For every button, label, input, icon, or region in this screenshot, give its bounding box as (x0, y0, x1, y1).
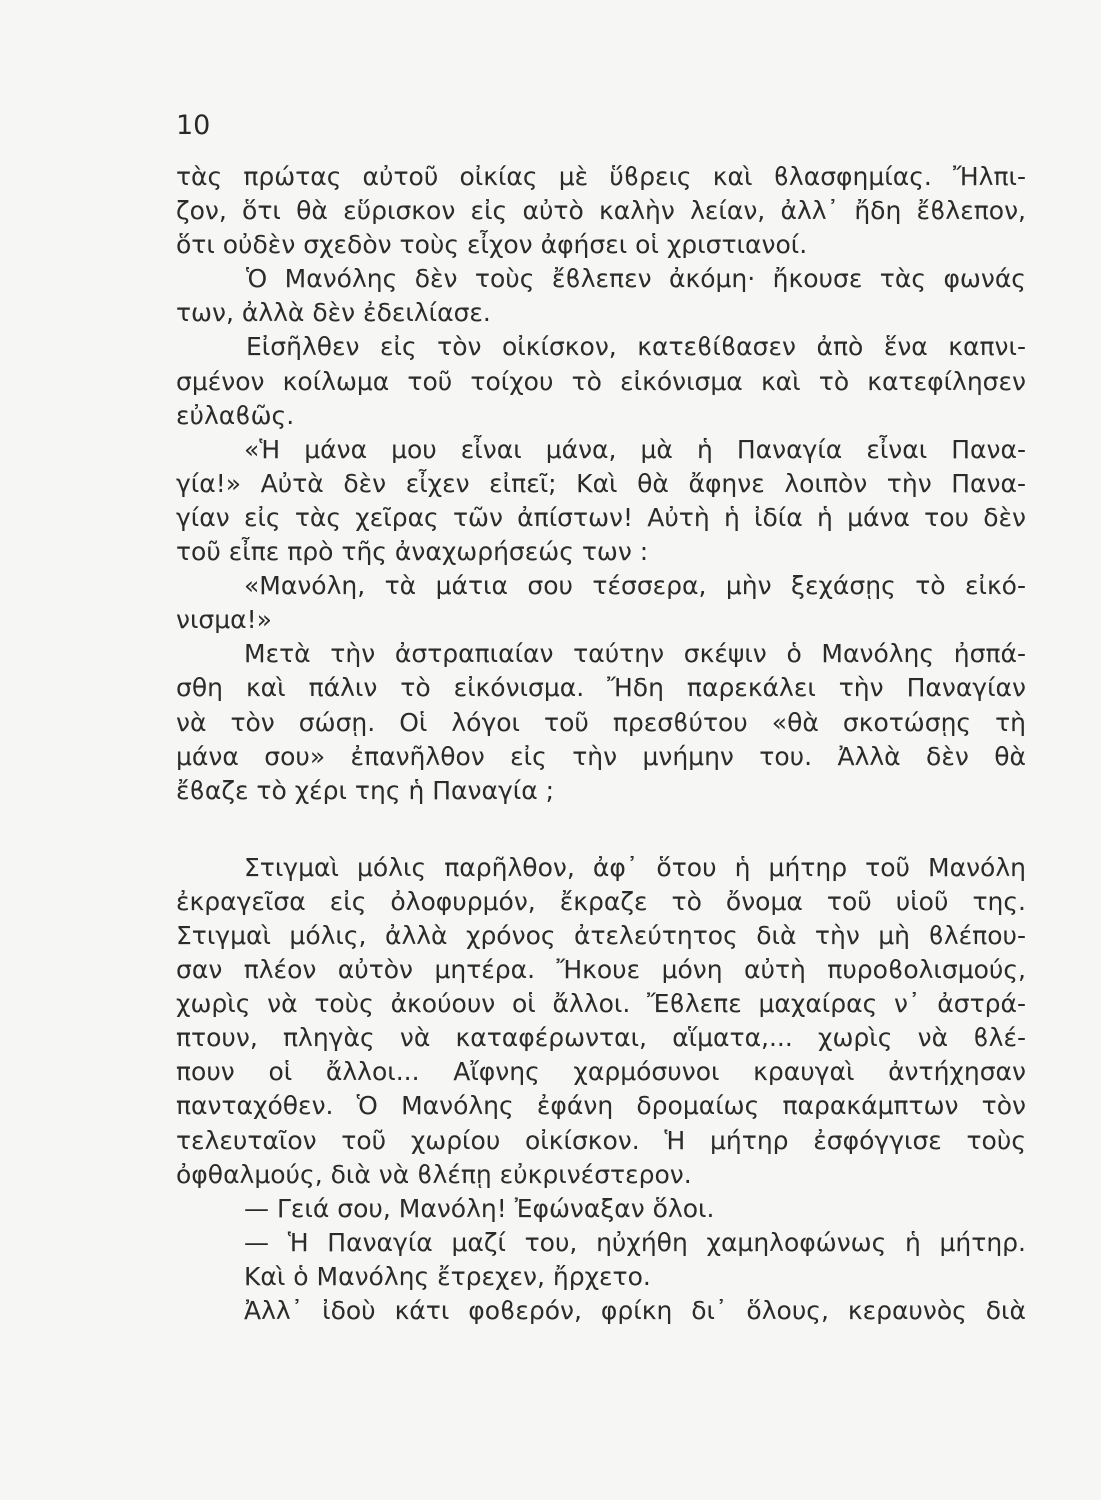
text-line: γίαν εἰς τὰς χεῖρας τῶν ἀπίστων! Αὐτὴ ἡ ἰδία ἡ μάνα του δὲν (176, 502, 1026, 532)
text-line: Καὶ ὁ Μανόλης ἔτρεχεν, ἤρχετο. (244, 1261, 651, 1291)
text-line: των, ἀλλὰ δὲν ἐδειλίασε. (176, 298, 491, 328)
dialogue-line: — Ἡ Παναγία μαζί του, ηὐχήθη χαμηλοφώνως ἡ μήτηρ. (244, 1227, 1026, 1257)
text-line: τοῦ εἶπε πρὸ τῆς ἀναχωρήσεώς των : (176, 537, 649, 567)
text-line: «Ἡ μάνα μου εἶναι μάνα, μὰ ἡ Παναγία εἶναι Πανα- (244, 434, 1026, 464)
text-line: τελευταῖον τοῦ χωρίου οἰκίσκον. Ἡ μήτηρ ἐσφόγγισε τοὺς (176, 1125, 1026, 1155)
text-line: ὀφθαλμούς, διὰ νὰ ϐλέπῃ εὐκρινέστερον. (176, 1159, 692, 1189)
text-line: ἔϐαζε τὸ χέρι της ἡ Παναγία ; (176, 775, 555, 805)
text-line: ἐκραγεῖσα εἰς ὀλοφυρμόν, ἔκραζε τὸ ὄνομα τοῦ υἱοῦ της. (176, 886, 1026, 916)
text-line: Ὁ Μανόλης δὲν τοὺς ἔϐλεπεν ἀκόμη· ἤκουσε τὰς φωνάς (246, 264, 1026, 294)
text-line: Εἰσῆλθεν εἰς τὸν οἰκίσκον, κατεϐίϐασεν ἀπὸ ἕνα καπνι- (246, 332, 1026, 362)
section-gap (176, 808, 1026, 851)
text-line: πουν οἱ ἄλλοι... Αἴφνης χαρμόσυνοι κραυγαὶ ἀντήχησαν (176, 1057, 1026, 1087)
page-number: 10 (176, 110, 211, 141)
dialogue-line: — Γειά σου, Μανόλη! Ἐφώναξαν ὅλοι. (244, 1193, 715, 1223)
text-line: πανταχόθεν. Ὁ Μανόλης ἐφάνη δρομαίως παρακάμπτων τὸν (176, 1091, 1026, 1121)
text-line: Ἀλλ᾽ ἰδοὺ κάτι φοϐερόν, φρίκη δι᾽ ὅλους, κεραυνὸς διὰ (244, 1296, 1026, 1325)
text-line: εὐλαϐῶς. (176, 400, 295, 430)
text-line: τὰς πρώτας αὐτοῦ οἰκίας μὲ ὕϐρεις καὶ ϐλασφημίας. Ἤλπι- (176, 162, 1026, 191)
text-line: χωρὶς νὰ τοὺς ἀκούουν οἱ ἄλλοι. Ἔϐλεπε μαχαίρας ν᾽ ἀστρά- (176, 989, 1026, 1019)
text-line: σμένον κοίλωμα τοῦ τοίχου τὸ εἰκόνισμα καὶ τὸ κατεφίλησεν (176, 366, 1026, 396)
text-line: πτουν, πληγὰς νὰ καταφέρωνται, αἵματα,... χωρὶς νὰ ϐλέ- (176, 1023, 1026, 1053)
text-line: ζον, ὅτι θὰ εὕρισκον εἰς αὐτὸ καλὴν λείαν, ἀλλ᾽ ἤδη ἔϐλεπον, (176, 196, 1026, 226)
text-line: Στιγμαὶ μόλις παρῆλθον, ἀφ᾽ ὅτου ἡ μήτηρ τοῦ Μανόλη (244, 852, 1026, 882)
text-line: «Μανόλη, τὰ μάτια σου τέσσερα, μὴν ξεχάσῃς τὸ εἰκό- (244, 571, 1026, 601)
text-line: νὰ τὸν σώσῃ. Οἱ λόγοι τοῦ πρεσϐύτου «θὰ σκοτώσῃς τὴ (176, 707, 1026, 737)
text-line: Μετὰ τὴν ἀστραπιαίαν ταύτην σκέψιν ὁ Μανόλης ἠσπά- (244, 639, 1026, 669)
text-line: μάνα σου» ἐπανῆλθον εἰς τὴν μνήμην του. Ἀλλὰ δὲν θὰ (176, 741, 1026, 771)
text-line: σαν πλέον αὐτὸν μητέρα. Ἤκουε μόνη αὐτὴ πυροϐολισμούς, (176, 955, 1026, 985)
text-line: νισμα!» (176, 605, 272, 635)
body-text (176, 160, 1026, 1328)
text-line: γία!» Αὐτὰ δὲν εἶχεν εἰπεῖ; Καὶ θὰ ἄφηνε λοιπὸν τὴν Πανα- (176, 468, 1026, 498)
text-line: ὅτι οὐδὲν σχεδὸν τοὺς εἶχον ἀφήσει οἱ χριστιανοί. (176, 230, 808, 260)
text-line: Στιγμαὶ μόλις, ἀλλὰ χρόνος ἀτελεύτητος διὰ τὴν μὴ ϐλέπου- (176, 920, 1026, 950)
text-line: σθη καὶ πάλιν τὸ εἰκόνισμα. Ἤδη παρεκάλει τὴν Παναγίαν (176, 673, 1026, 703)
